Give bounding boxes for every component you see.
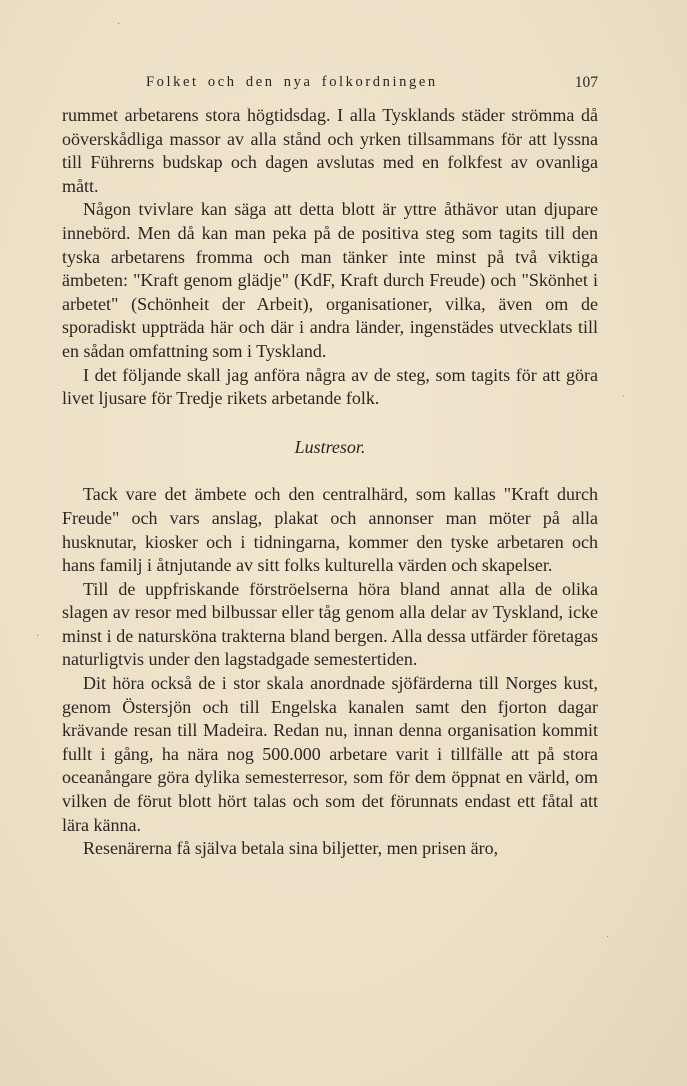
running-title: Folket och den nya folkordningen	[146, 74, 438, 90]
page-body	[62, 104, 598, 861]
paragraph: rummet arbetarens stora högtidsdag. I alla Tysklands städer strömma då oöverskådliga massor av alla stånd och yrken tillsammans för att lyssna till Führerns budskap och dagen avslutas med en folkfest av ovanliga mått.	[62, 105, 598, 196]
paragraph: Någon tvivlare kan säga att detta blott är yttre åthävor utan djupare innebörd. Men då kan man peka på de positiva steg som tagits till den tyska arbetarens fromma och man tänker inte minst på två viktiga ämbeten: "Kraft genom glädje" (KdF, Kraft durch Freude) och "Skönhet i arbetet" (Schönheit der Arbeit), organisationer, vilka, även om de sporadiskt uppträda här och där i andra länder, ingenstädes utvecklats till en sådan omfattning som i Tyskland.	[62, 199, 598, 361]
paragraph: Till de uppfriskande förströelserna höra bland annat alla de olika slagen av resor med bilbussar eller tåg genom alla delar av Tyskland, icke minst i de natursköna trakterna bland bergen. Alla dessa utfärder företagas naturligtvis under den lagstadgade semestertiden.	[62, 578, 598, 670]
page-speck: ·	[622, 392, 626, 403]
page-speck: ·	[606, 932, 610, 943]
page-speck: ·	[117, 19, 121, 30]
section-heading: Lustresor.	[294, 436, 366, 457]
paragraph: Resenärerna få själva betala sina biljetter, men prisen äro,	[83, 838, 499, 859]
paragraph: Dit höra också de i stor skala anordnade sjöfärderna till Norges kust, genom Östersjön och till Engelska kanalen samt den fjorton dagar krävande resan till Madeira. Redan nu, innan denna organisation kommit fullt i gång, ha nära nog 500.000 arbetare varit i tillfälle att på stora oceanångare göra dylika semesterresor, som för dem öppnat en värld, om vilken de förut blott hört talas och som det förunnats endast ett fåtal att lära känna.	[62, 673, 598, 835]
running-head	[62, 74, 598, 96]
paragraph: I det följande skall jag anföra några av de steg, som tagits för att göra livet ljusare för Tredje rikets arbetande folk.	[62, 364, 598, 409]
page-speck: ·	[36, 631, 40, 642]
page-number: 107	[574, 74, 598, 91]
paragraph: Tack vare det ämbete och den centralhärd, som kallas "Kraft durch Freude" och vars anslag, plakat och annonser man möter på alla husknutar, kiosker och i tidningarna, kommer den tyske arbetaren och hans familj i åtnjutande av sitt folks kulturella värden och skapelser.	[62, 484, 598, 576]
